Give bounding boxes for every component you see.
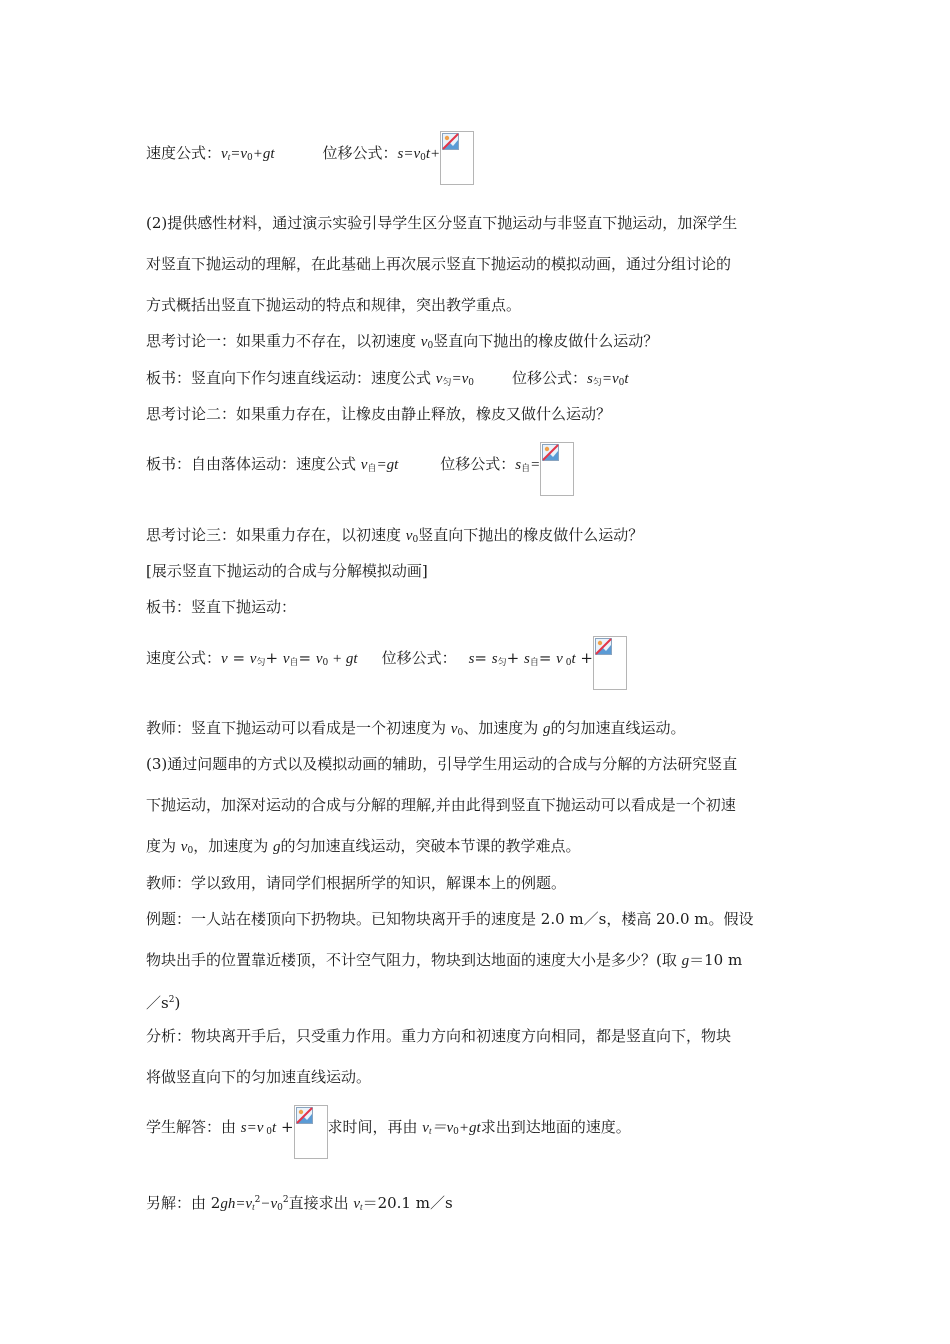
sup-2: 2	[254, 1195, 261, 1205]
var-v: v	[420, 334, 428, 350]
sub-t: t	[227, 152, 231, 162]
student-solution	[146, 1117, 631, 1159]
var-v: v	[450, 721, 458, 737]
sub: 自	[529, 658, 539, 668]
sub: 自	[289, 658, 299, 668]
sup-2: 2	[168, 995, 175, 1005]
text: =v	[230, 146, 247, 162]
animation-note: [展示竖直下抛运动的合成与分解模拟动画]	[146, 562, 428, 580]
text: 竖直向下抛出的橡皮做什么运动？	[433, 332, 659, 350]
text: =gt	[376, 457, 399, 473]
formula-image-placeholder	[540, 442, 574, 496]
var-s: s	[240, 1120, 247, 1136]
text: =v	[246, 1120, 264, 1136]
text: ＝20.1 m／s	[362, 1194, 453, 1212]
var-s: s	[468, 651, 475, 667]
text: =	[298, 649, 316, 667]
var-v: v	[315, 651, 323, 667]
text: 位移公式：	[322, 144, 398, 162]
text: 板书：自由落体运动：速度公式	[146, 455, 361, 473]
var-v: v	[221, 651, 228, 667]
text: =v	[601, 371, 619, 387]
text: 的匀加速直线运动，突破本节课的教学难点。	[280, 837, 581, 855]
formula-line-combined	[146, 648, 627, 690]
text: t+	[425, 146, 441, 162]
paragraph-line: 方式概括出竖直下抛运动的特点和规律，突出教学重点。	[146, 296, 522, 314]
text: +gt	[458, 1120, 481, 1136]
text: 求出到达地面的速度。	[480, 1118, 631, 1136]
formula-image-placeholder	[593, 636, 627, 690]
var-v: v	[249, 651, 257, 667]
text: 速度公式：	[146, 144, 222, 162]
sub: 自	[367, 464, 377, 474]
text: 位移公式：	[440, 455, 516, 473]
example-line	[146, 950, 742, 971]
board-1	[146, 368, 629, 393]
text: +	[575, 649, 593, 667]
var-v: v	[353, 1196, 361, 1212]
var-v: v	[405, 528, 413, 544]
discussion-3	[146, 525, 643, 550]
sub-0: 0	[453, 1127, 459, 1137]
text: 板书：竖直向下作匀速直线运动：速度公式	[146, 369, 436, 387]
sub-0: 0	[246, 153, 253, 163]
var-v: v	[360, 457, 368, 473]
example-line: 例题：一人站在楼顶向下扔物块。已知物块离开手的速度是 2.0 m／s，楼高 20.0 m。假设	[146, 910, 754, 928]
text: +	[265, 649, 283, 667]
text: 思考讨论一：如果重力不存在，以初速度	[146, 332, 421, 350]
text: 物块出手的位置靠近楼顶，不计空气阻力，物块到达地面的速度大小是多少？(取	[146, 951, 682, 969]
text: 、加速度为	[463, 719, 543, 737]
sub-0: 0	[562, 658, 572, 668]
formula-image-placeholder	[440, 131, 474, 185]
var-v: v	[282, 651, 290, 667]
analysis-line: 分析：物块离开手后，只受重力作用。重力方向和初速度方向相同，都是竖直向下，物块	[146, 1027, 732, 1045]
text: +	[506, 649, 524, 667]
sup-2: 2	[282, 1195, 289, 1205]
text: 另解：由 2	[146, 1194, 221, 1212]
var-v: v	[180, 839, 188, 855]
sub-0: 0	[263, 1127, 272, 1137]
text: =v	[403, 146, 421, 162]
var-s: s	[515, 457, 522, 473]
paragraph-line: 对竖直下抛运动的理解，在此基础上再次展示竖直下抛运动的模拟动画，通过分组讨论的	[146, 255, 732, 273]
paragraph-line: (2)提供感性材料，通过演示实验引导学生区分竖直下抛运动与非竖直下抛运动，加深学生	[146, 214, 738, 232]
text: ／s	[146, 994, 169, 1012]
var-v: v	[422, 1120, 429, 1136]
text: ＝10 m	[689, 951, 743, 969]
var-s: s	[397, 146, 404, 162]
text: 速度公式：	[146, 649, 222, 667]
text: =	[530, 457, 541, 473]
sub-t: t	[252, 1202, 255, 1212]
text: t	[571, 651, 576, 667]
example-line	[146, 990, 180, 1013]
paragraph-line	[146, 836, 580, 861]
broken-image-icon	[595, 638, 612, 655]
sub-0: 0	[468, 378, 474, 388]
paragraph-line: (3)通过问题串的方式以及模拟动画的辅助，引导学生用运动的合成与分解的方法研究竖直	[146, 755, 738, 773]
text: =v	[451, 371, 469, 387]
text: + gt	[328, 651, 358, 667]
paragraph-line: 下抛运动，加深对运动的合成与分解的理解,并由此得到竖直下抛运动可以看成是一个初速	[146, 796, 736, 814]
text: t	[624, 371, 629, 387]
text: 位移公式：	[381, 649, 457, 667]
sub-0: 0	[427, 341, 434, 351]
discussion-1	[146, 331, 658, 356]
broken-image-icon	[296, 1107, 313, 1124]
sub: 匀	[256, 658, 266, 668]
var-g: g	[542, 721, 551, 737]
var-s: s	[491, 651, 498, 667]
teacher-note-2: 教师：学以致用，请同学们根据所学的知识，解课本上的例题。	[146, 874, 567, 892]
var-gh: gh	[220, 1196, 236, 1212]
sub-t: t	[428, 1126, 432, 1136]
text: ，加速度为	[193, 837, 273, 855]
var-s: s	[523, 651, 530, 667]
formula-line-1	[146, 143, 474, 185]
sub-0: 0	[420, 153, 426, 163]
broken-image-icon	[442, 133, 459, 150]
text: 竖直向下抛出的橡皮做什么运动？	[418, 526, 644, 544]
broken-image-icon	[542, 444, 559, 461]
sub: 匀	[497, 658, 507, 668]
sub-t: t	[360, 1202, 363, 1212]
text: 思考讨论三：如果重力存在，以初速度	[146, 526, 406, 544]
text: =v	[235, 1196, 253, 1212]
text: +	[276, 1118, 294, 1136]
text: 位移公式：	[511, 369, 587, 387]
text: t	[272, 1120, 277, 1136]
sub-0: 0	[322, 658, 329, 668]
text: 度为	[146, 837, 181, 855]
text: 直接求出	[288, 1194, 354, 1212]
text: −v	[260, 1196, 278, 1212]
sub-0: 0	[277, 1203, 283, 1213]
var-v: v	[435, 371, 443, 387]
text: =	[474, 649, 492, 667]
board-2	[146, 454, 574, 496]
var-s: s	[587, 371, 593, 387]
text: ＝v	[431, 1120, 454, 1136]
sub-0: 0	[457, 728, 464, 738]
text: )	[174, 994, 181, 1012]
sub: 自	[521, 464, 531, 474]
sub: 匀	[442, 378, 452, 388]
text: =	[227, 649, 250, 667]
alternative-solution	[146, 1190, 453, 1218]
formula-image-placeholder	[294, 1105, 328, 1159]
var-g: g	[681, 953, 690, 969]
text: +gt	[252, 146, 275, 162]
var-v: v	[556, 651, 563, 667]
sub-0: 0	[187, 846, 194, 856]
text: 的匀加速直线运动。	[550, 719, 686, 737]
sub: 匀	[592, 378, 602, 388]
sub-0: 0	[618, 378, 625, 388]
text: 学生解答：由	[146, 1118, 241, 1136]
analysis-line: 将做竖直向下的匀加速直线运动。	[146, 1068, 372, 1086]
var-v: v	[221, 146, 228, 162]
board-3: 板书：竖直下抛运动：	[146, 598, 297, 616]
discussion-2: 思考讨论二：如果重力存在，让橡皮由静止释放，橡皮又做什么运动？	[146, 405, 612, 423]
text: 求时间，再由	[327, 1118, 423, 1136]
teacher-note-1	[146, 718, 685, 743]
var-g: g	[272, 839, 281, 855]
text: 教师：竖直下抛运动可以看成是一个初速度为	[146, 719, 451, 737]
sub-0: 0	[412, 535, 419, 545]
text: =	[538, 649, 557, 667]
